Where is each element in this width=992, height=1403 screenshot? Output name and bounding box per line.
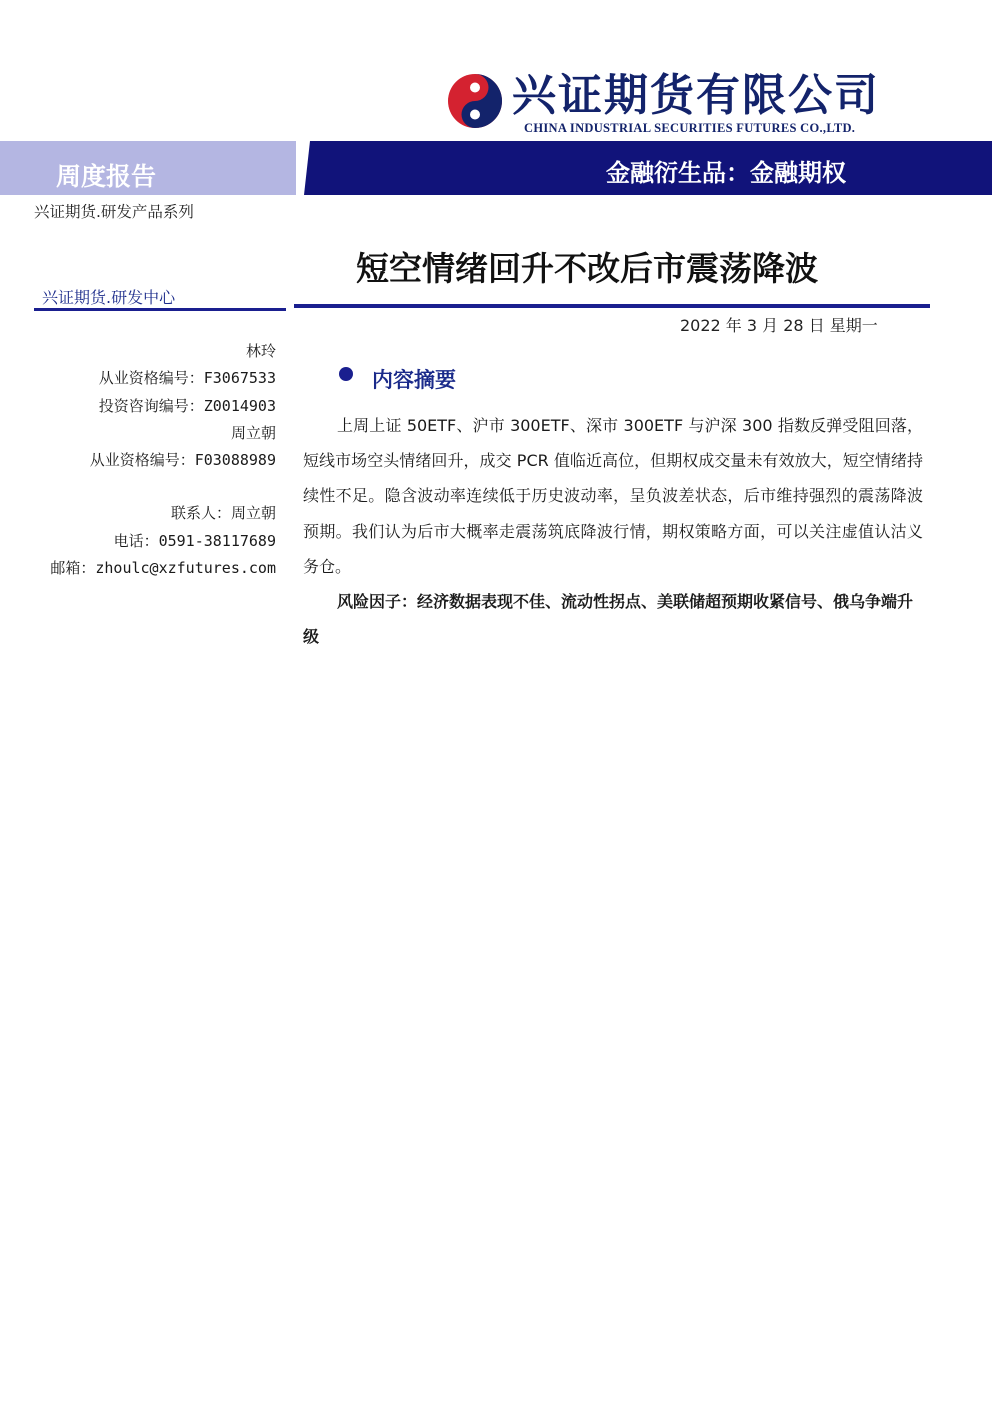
summary-heading: 内容摘要 (372, 368, 456, 392)
contact-phone: 电话：0591-38117689 (113, 531, 276, 550)
bullet-icon (339, 367, 353, 381)
title-divider (294, 304, 930, 308)
author-license: 从业资格编号：F03088989 (89, 451, 276, 470)
contact-person: 联系人：周立朝 (170, 504, 276, 523)
contact-email: 邮箱：zhoulc@xzfutures.com (50, 559, 276, 578)
report-date: 2022 年 3 月 28 日 星期一 (680, 316, 878, 335)
product-series: 兴证期货.研发产品系列 (34, 203, 194, 221)
author-name: 周立朝 (230, 423, 276, 442)
author-consult-license: 投资咨询编号：Z0014903 (98, 396, 276, 415)
category-label: 金融衍生品：金融期权 (606, 159, 846, 187)
company-name-cn: 兴证期货有限公司 (512, 70, 880, 121)
author-license: 从业资格编号：F3067533 (98, 369, 276, 388)
spacer (30, 474, 276, 500)
company-logo-icon (447, 73, 503, 129)
department-divider (34, 308, 286, 311)
author-block (30, 338, 276, 582)
company-name-en: CHINA INDUSTRIAL SECURITIES FUTURES CO.,LTD. (524, 121, 856, 135)
report-type-label: 周度报告 (56, 162, 157, 191)
summary-paragraph: 上周上证 50ETF、沪市 300ETF、深市 300ETF 与沪深 300 指数反弹受阻回落，短线市场空头情绪回升，成交 PCR 值临近高位，但期权成交量未有效放大，短空情绪持续性不足。隐含波动率连续低于历史波动率，呈负波差状态，后市维持强烈的震荡降波预期。我们认为后市大概率走震荡筑底降波行情，期权策略方面，可以关注虚值认沽义务仓。 (303, 416, 923, 576)
department-label: 兴证期货.研发中心 (42, 288, 176, 307)
author-name: 林玲 (245, 342, 276, 360)
report-title: 短空情绪回升不改后市震荡降波 (356, 249, 818, 288)
risk-factors: 风险因子：经济数据表现不佳、流动性拐点、美联储超预期收紧信号、俄乌争端升级 (303, 592, 914, 647)
